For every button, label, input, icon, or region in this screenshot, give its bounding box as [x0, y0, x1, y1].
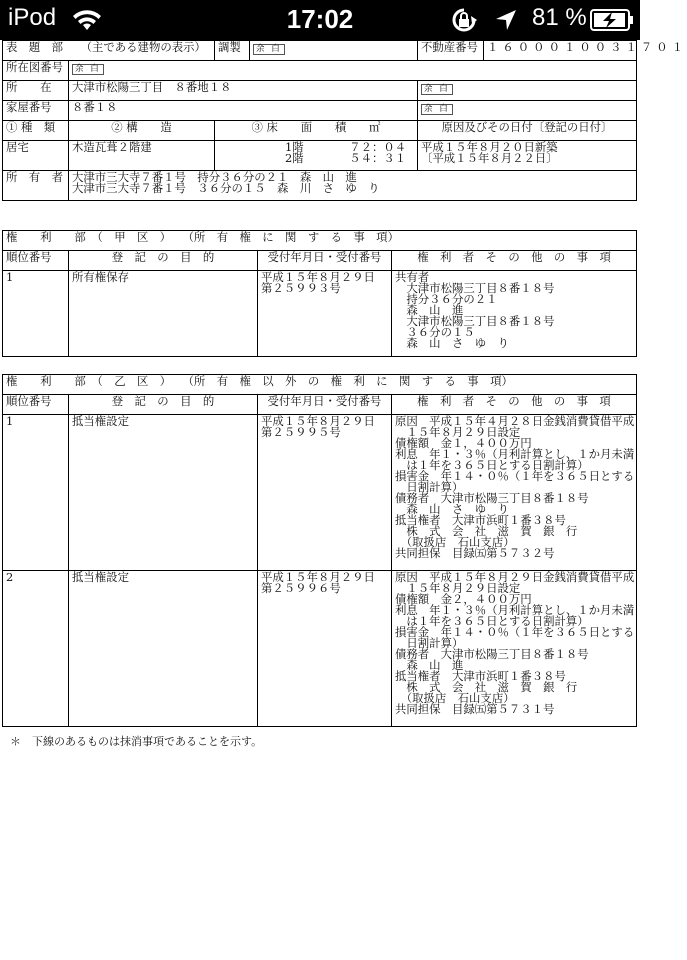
shozai2-label: 所 在 — [3, 81, 69, 101]
otsuku-row1-purpose: 抵当権設定 — [69, 415, 258, 571]
owner-2: 大津市三大寺７番１号 ３６分の１５ 森 川 さ ゆ り — [72, 181, 380, 195]
otsuku-h2: 登 記 の 目 的 — [69, 395, 258, 415]
kaoku-note: 余 白 — [421, 104, 453, 115]
table-row — [3, 271, 637, 357]
fudosan-label: 不動産番号 — [418, 41, 484, 61]
shozai2-note: 余 白 — [421, 84, 453, 95]
col-kozo: ② 構 造 — [69, 121, 215, 141]
otsuku-row2-date: 平成１５年８月２９日 — [261, 570, 375, 584]
owner-1: 大津市三大寺７番１号 持分３６分の２１ 森 山 進 — [72, 170, 357, 184]
battery-charging-icon — [590, 9, 634, 31]
kouku-h4: 権 利 者 そ の 他 の 事 項 — [392, 251, 637, 271]
otsuku-title: 権 利 部 （ 乙 区 ） （所 有 権 以 外 の 権 利 に 関 す る 事 項） — [3, 375, 637, 395]
carrier-label: iPod — [8, 4, 57, 31]
table-row — [3, 571, 637, 727]
hyodai-header: 表 題 部 （主である建物の表示） — [3, 41, 215, 61]
otsuku-row2-purpose: 抵当権設定 — [69, 571, 258, 727]
kouku-h1: 順位番号 — [3, 251, 69, 271]
genin-2: 〔平成１５年８月２２日〕 — [421, 151, 558, 165]
col-genin: 原因及びその日付〔登記の日付〕 — [418, 121, 637, 141]
otsuku-row1-num: 第２５９９５号 — [261, 425, 341, 439]
kouku-row-date: 平成１５年８月２９日 — [261, 270, 375, 284]
hyodai-table — [2, 40, 687, 201]
kouku-title: 権 利 部 （ 甲 区 ） （所 有 権 に 関 す る 事 項） — [3, 231, 637, 251]
kouku-row-purpose: 所有権保存 — [69, 271, 258, 357]
col-shurui: ① 種 類 — [3, 121, 69, 141]
kaoku-value: ８番１８ — [69, 101, 418, 121]
kouku-row-no: 1 — [3, 271, 69, 357]
rotation-lock-icon — [447, 7, 481, 33]
shozai2-value: 大津市松陽三丁目 ８番地１８ — [69, 81, 418, 101]
fudosan-value: １６０００１００３１７０１ — [484, 41, 637, 61]
otsuku-table — [2, 374, 637, 727]
registry-document — [0, 40, 687, 960]
genin-1: 平成１５年８月２０日新築 — [421, 140, 558, 154]
kaoku-label: 家屋番号 — [3, 101, 69, 121]
otsuku-row1-no: 1 — [3, 415, 69, 571]
otsuku-row2-no: 2 — [3, 571, 69, 727]
kouku-h3: 受付年月日・受付番号 — [258, 251, 392, 271]
otsuku-row1-detail: 原因 平成１５年４月２８日金銭消費貸借平成 １５年８月２９日設定 債権額 金１，４００万円 利息 年１・３％（月利計算とし、１か月未満 は１年を３６５日とする日割計算） 損害金 年１４・０％（１年を３６５日とする 日割計算） 債務者 大津市松陽三丁目８番１８号 森 山 さ ゆ り 抵当権者 大津市浜町１番３８号 株 式 会 社 滋 賀 銀 行 （取扱店 石山支店） 共同担保 目録㈤第５７３２号 — [392, 415, 637, 571]
kouku-row-num: 第２５９９３号 — [261, 281, 341, 295]
otsuku-row2-num: 第２５９９６号 — [261, 581, 341, 595]
kouku-h2: 登 記 の 目 的 — [69, 251, 258, 271]
shurui-value: 居宅 — [3, 141, 69, 171]
chosei-value: 余 白 — [253, 44, 285, 55]
chosei-label: 調製 — [215, 41, 250, 61]
table-row — [3, 415, 637, 571]
location-arrow-icon — [494, 8, 518, 32]
otsuku-row2-detail: 原因 平成１５年８月２９日金銭消費貸借平成 １５年８月２９日設定 債権額 金２，４００万円 利息 年１・３％（月利計算とし、１か月未満 は１年を３６５日とする日割計算） 損害金 年１４・０％（１年を３６５日とする 日割計算） 債務者 大津市松陽三丁目８番１８号 森 山 進 抵当権者 大津市浜町１番３８号 株 式 会 社 滋 賀 銀 行 （取扱店 石山支店） 共同担保 目録㈤第５７３１号 — [392, 571, 637, 727]
kozo-value: 木造瓦葺２階建 — [69, 141, 215, 171]
floor-1: 1階 ７２：０４ — [285, 140, 407, 154]
otsuku-h3: 受付年月日・受付番号 — [258, 395, 392, 415]
clock: 17:02 — [286, 4, 354, 34]
status-bar — [0, 0, 640, 40]
shozai-value: 余 白 — [72, 64, 104, 75]
battery-percent: 81 % — [532, 4, 587, 31]
kouku-row-detail: 共有者 大津市松陽三丁目８番１８号 持分３６分の２１ 森 山 進 大津市松陽三丁目８番１８号 ３６分の１５ 森 山 さ ゆ り — [392, 271, 637, 357]
kouku-table — [2, 230, 637, 357]
otsuku-h1: 順位番号 — [3, 395, 69, 415]
otsuku-h4: 権 利 者 そ の 他 の 事 項 — [392, 395, 637, 415]
owner-label: 所 有 者 — [3, 171, 69, 201]
otsuku-row1-date: 平成１５年８月２９日 — [261, 414, 375, 428]
floor-2: 2階 ５４：３１ — [285, 151, 407, 165]
shozai-label: 所在図番号 — [3, 61, 69, 81]
col-yuka: ③ 床 面 積 ㎡ — [215, 121, 418, 141]
footnote: ＊ 下線のあるものは抹消事項であることを示す。 — [10, 735, 263, 748]
